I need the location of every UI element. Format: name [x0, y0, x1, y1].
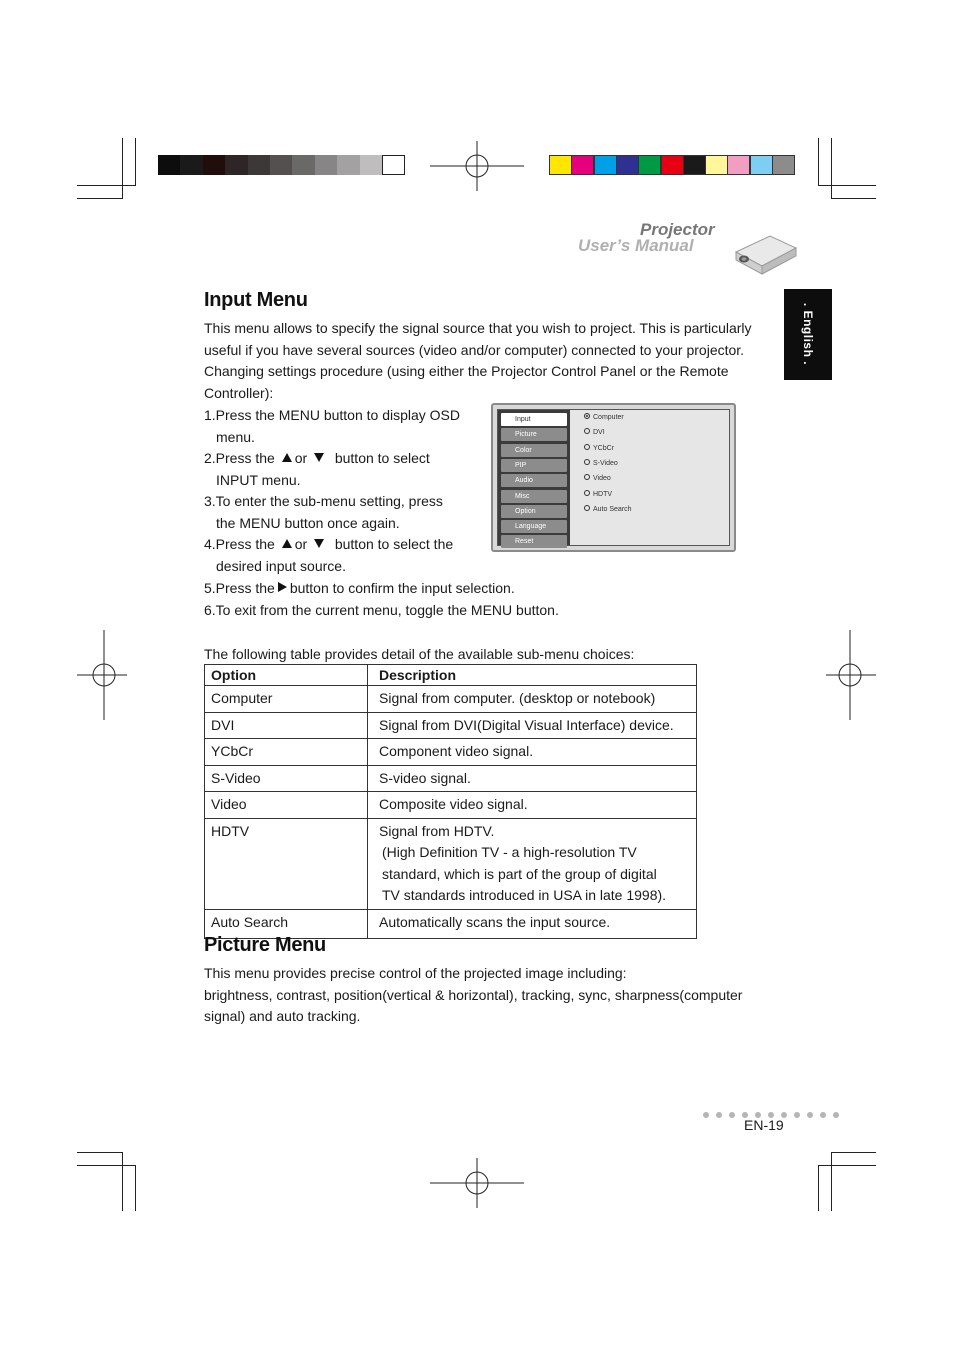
- picture-menu-line: This menu provides precise control of the projected image including:: [204, 965, 627, 981]
- step-3: 3.To enter the sub-menu setting, press the MENU button once again.: [204, 493, 443, 531]
- color-swatch: [661, 155, 684, 175]
- up-arrow-icon: [282, 539, 292, 548]
- picture-menu-text: [204, 963, 764, 1028]
- table-row: [205, 792, 697, 819]
- down-arrow-icon: [314, 453, 324, 462]
- osd-menu-item: PIP: [501, 459, 567, 472]
- registration-target-icon: [430, 1158, 524, 1208]
- osd-option: [584, 428, 605, 436]
- option-cell: YCbCr: [205, 739, 368, 766]
- gray-swatch: [292, 155, 315, 175]
- osd-option: [584, 459, 618, 467]
- color-swatch: [616, 155, 639, 175]
- description-cell: S-video signal.: [368, 765, 697, 792]
- gray-swatch: [382, 155, 405, 175]
- osd-option-list: [574, 410, 729, 545]
- color-swatch: [549, 155, 572, 175]
- description-cell: Automatically scans the input source.: [368, 909, 697, 939]
- step-6: 6.To exit from the current menu, toggle the MENU button.: [204, 601, 559, 618]
- osd-menu-item: Input: [501, 413, 567, 426]
- intro-line: Changing settings procedure (using either the Projector Control Panel or the Remote: [204, 363, 729, 380]
- picture-menu-line: signal) and auto tracking.: [204, 1008, 361, 1025]
- step-1: 1.Press the MENU button to display OSD menu.: [204, 407, 460, 445]
- table-row: [205, 818, 697, 909]
- registration-target-icon: [77, 630, 127, 720]
- language-side-tab-label: . English .: [801, 302, 815, 366]
- step-2: 2.Press the or button to select INPUT menu.: [204, 450, 430, 488]
- osd-menu-list: [498, 410, 570, 545]
- up-arrow-icon: [282, 453, 292, 462]
- table-intro: The following table provides detail of the available sub-menu choices:: [204, 646, 635, 662]
- osd-option: [584, 505, 632, 513]
- gray-swatch: [225, 155, 248, 175]
- step-5: 5.Press the button to confirm the input selection.: [204, 580, 515, 596]
- gray-swatch: [203, 155, 226, 175]
- option-cell: DVI: [205, 712, 368, 739]
- osd-option: [584, 490, 612, 498]
- osd-input-menu-screenshot: [491, 403, 736, 552]
- osd-option-label: DVI: [593, 429, 605, 437]
- osd-option-label: YCbCr: [593, 444, 615, 452]
- gray-swatch: [315, 155, 338, 175]
- radio-icon: [584, 444, 590, 450]
- input-options-table: [204, 664, 697, 939]
- osd-option-label: Computer: [593, 414, 624, 421]
- language-side-tab: [784, 289, 832, 380]
- osd-menu-item: Option: [501, 505, 567, 518]
- column-header-description: Description: [368, 665, 697, 686]
- description-cell: Signal from HDTV. (High Definition TV - a high-resolution TV standard, which is part of the group of digital TV standards introduced in USA in late 1998).: [368, 818, 697, 909]
- procedure-steps: [204, 405, 494, 577]
- option-cell: HDTV: [205, 818, 368, 909]
- description-cell: Composite video signal.: [368, 792, 697, 819]
- brand-logo: [560, 218, 800, 278]
- intro-line: This menu allows to specify the signal source that you wish to project. This is particularly: [204, 320, 752, 336]
- radio-icon: [584, 428, 590, 434]
- osd-menu-item: Audio: [501, 474, 567, 487]
- osd-menu-item: Picture: [501, 428, 567, 441]
- registration-target-icon: [826, 630, 876, 720]
- gray-swatch: [360, 155, 383, 175]
- intro-line: useful if you have several sources (video and/or computer) connected to your projector.: [204, 341, 745, 358]
- option-cell: S-Video: [205, 765, 368, 792]
- intro-line: Controller):: [204, 384, 274, 401]
- radio-icon: [584, 413, 590, 419]
- color-swatch: [750, 155, 773, 175]
- radio-icon: [584, 459, 590, 465]
- procedure-steps-continued: [204, 578, 684, 621]
- projector-icon: [730, 222, 800, 278]
- right-arrow-icon: [278, 582, 287, 592]
- option-cell: Video: [205, 792, 368, 819]
- gray-swatch: [270, 155, 293, 175]
- gray-swatch: [248, 155, 271, 175]
- description-cell: Signal from DVI(Digital Visual Interface) device.: [368, 712, 697, 739]
- color-swatch: [705, 155, 728, 175]
- color-swatch: [727, 155, 750, 175]
- input-menu-heading: Input Menu: [204, 289, 308, 311]
- table-row: [205, 686, 697, 713]
- down-arrow-icon: [314, 539, 324, 548]
- osd-menu-item: Language: [501, 520, 567, 533]
- picture-menu-heading: Picture Menu: [204, 934, 326, 956]
- osd-menu-item: Color: [501, 444, 567, 457]
- osd-option: [584, 474, 611, 482]
- gray-swatch: [180, 155, 203, 175]
- osd-menu-item: Reset: [501, 535, 567, 548]
- option-cell: Computer: [205, 686, 368, 713]
- osd-option: [584, 413, 624, 421]
- gray-swatch: [158, 155, 181, 175]
- osd-option: [584, 444, 614, 452]
- osd-option-label: Video: [593, 475, 611, 483]
- registration-target-icon: [430, 141, 524, 191]
- brand-line-2: User’s Manual: [578, 236, 694, 255]
- picture-menu-line: brightness, contrast, position(vertical & horizontal), tracking, sync, sharpness(computer: [204, 986, 743, 1003]
- table-row: [205, 712, 697, 739]
- osd-option-label: HDTV: [593, 490, 613, 498]
- option-cell: Auto Search: [205, 909, 368, 939]
- color-swatch: [571, 155, 594, 175]
- page-number: EN-19: [744, 1117, 784, 1133]
- color-swatch: [772, 155, 795, 175]
- color-swatch: [683, 155, 706, 175]
- input-menu-intro: [204, 318, 764, 404]
- step-4: 4.Press the or button to select the desired input source.: [204, 536, 454, 574]
- table-row: [205, 765, 697, 792]
- gray-swatch: [337, 155, 360, 175]
- description-cell: Component video signal.: [368, 739, 697, 766]
- column-header-option: Option: [205, 665, 368, 686]
- osd-option-label: S-Video: [593, 459, 618, 467]
- brand-line-1: Projector: [640, 220, 715, 239]
- radio-icon: [584, 474, 590, 480]
- table-row: [205, 739, 697, 766]
- table-header-row: [205, 665, 697, 686]
- osd-option-label: Auto Search: [593, 505, 632, 513]
- radio-icon: [584, 505, 590, 511]
- color-swatch: [638, 155, 661, 175]
- radio-icon: [584, 490, 590, 496]
- color-swatch: [594, 155, 617, 175]
- description-cell: Signal from computer. (desktop or notebook): [368, 686, 697, 713]
- osd-menu-item: Misc: [501, 490, 567, 503]
